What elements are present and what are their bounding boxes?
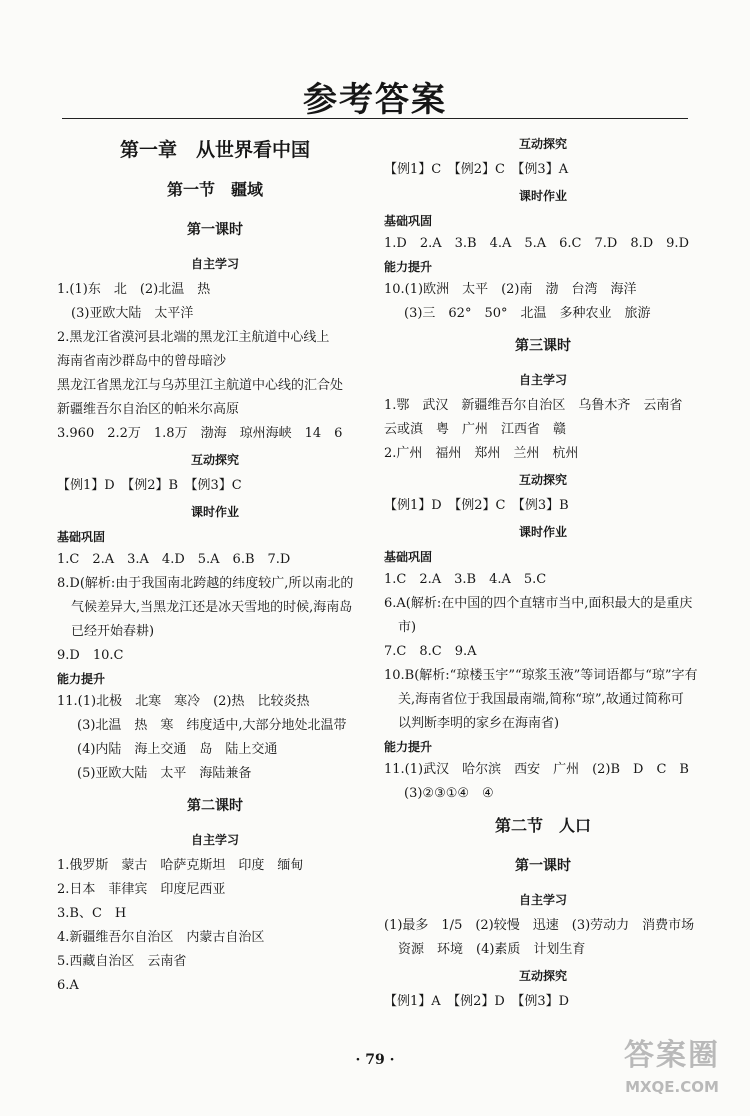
left-column xyxy=(57,130,373,998)
answer-line: (4)内陆 海上交通 岛 陆上交通 xyxy=(77,742,278,757)
page-title: 参考答案 xyxy=(303,80,447,120)
category-label: 能力提升 xyxy=(384,740,433,754)
answer-line: (5)亚欧大陆 太平 海陆兼备 xyxy=(77,766,252,781)
answer-line: 11.(1)武汉 哈尔滨 西安 广州 (2)B D C B xyxy=(384,762,689,777)
answer-line: 资源 环境 (4)素质 计划生育 xyxy=(398,942,586,957)
answer-line: 【例1】D 【例2】B 【例3】C xyxy=(57,478,242,493)
answer-line: 关,海南省位于我国最南端,简称“琼”,故通过简称可 xyxy=(398,692,684,707)
answer-line: 1.C 2.A 3.B 4.A 5.C xyxy=(384,572,547,587)
right-column xyxy=(384,130,702,1014)
watermark xyxy=(602,1036,742,1110)
title-divider xyxy=(62,118,688,119)
subsection-heading: 自主学习 xyxy=(190,257,239,271)
subsection-heading: 课时作业 xyxy=(190,505,239,519)
answer-line: 1.C 2.A 3.A 4.D 5.A 6.B 7.D xyxy=(57,552,291,567)
answer-line: 2.广州 福州 郑州 兰州 杭州 xyxy=(384,446,579,461)
answer-line: 以判断李明的家乡在海南省) xyxy=(398,716,560,731)
subsection-heading: 自主学习 xyxy=(518,893,567,907)
answer-line: 云或滇 粤 广州 江西省 赣 xyxy=(384,422,567,437)
watermark-logo: 答案圈 xyxy=(624,1038,720,1073)
answer-line: (3)亚欧大陆 太平洋 xyxy=(71,306,194,321)
category-label: 能力提升 xyxy=(384,260,433,274)
answer-line: 新疆维吾尔自治区的帕米尔高原 xyxy=(57,402,240,417)
subsection-heading: 互动探究 xyxy=(190,453,239,467)
subsection-heading: 互动探究 xyxy=(518,137,567,151)
answer-line: 1.鄂 武汉 新疆维吾尔自治区 乌鲁木齐 云南省 xyxy=(384,398,683,413)
lesson-heading: 第一课时 xyxy=(187,222,243,238)
answer-line: 6.A xyxy=(57,978,79,993)
category-label: 基础巩固 xyxy=(384,550,433,564)
answer-line: 黑龙江省黑龙江与乌苏里江主航道中心线的汇合处 xyxy=(57,378,344,393)
subsection-heading: 互动探究 xyxy=(518,969,567,983)
answer-line: 【例1】C 【例2】C 【例3】A xyxy=(384,162,569,177)
answer-line: 市) xyxy=(398,620,417,635)
subsection-heading: 课时作业 xyxy=(518,189,567,203)
lesson-heading: 第三课时 xyxy=(515,338,571,354)
answer-line: (3)②③①④ ④ xyxy=(404,786,494,801)
answer-line: (1)最多 1/5 (2)较慢 迅速 (3)劳动力 消费市场 xyxy=(384,918,695,933)
answer-line: 2.黑龙江省漠河县北端的黑龙江主航道中心线上 xyxy=(57,330,330,345)
answer-line: 3.B、C H xyxy=(57,906,127,921)
section-heading: 第一节 疆域 xyxy=(166,180,263,199)
answer-line: 3.960 2.2万 1.8万 渤海 琼州海峡 14 6 xyxy=(57,426,343,441)
lesson-heading: 第二课时 xyxy=(187,798,243,814)
subsection-heading: 自主学习 xyxy=(190,833,239,847)
chapter-heading: 第一章 从世界看中国 xyxy=(119,139,310,161)
category-label: 基础巩固 xyxy=(384,214,433,228)
answer-line: 6.A(解析:在中国的四个直辖市当中,面积最大的是重庆 xyxy=(384,596,693,611)
answer-line: 11.(1)北极 北寒 寒冷 (2)热 比较炎热 xyxy=(57,694,310,709)
answer-line: 海南省南沙群岛中的曾母暗沙 xyxy=(57,354,227,369)
answer-line: 气候差异大,当黑龙江还是冰天雪地的时候,海南岛 xyxy=(71,600,353,615)
subsection-heading: 自主学习 xyxy=(518,373,567,387)
answer-line: 5.西藏自治区 云南省 xyxy=(57,954,187,969)
subsection-heading: 互动探究 xyxy=(518,473,567,487)
answer-line: 10.(1)欧洲 太平 (2)南 渤 台湾 海洋 xyxy=(384,282,637,297)
answer-line: 1.(1)东 北 (2)北温 热 xyxy=(57,282,211,297)
answer-line: 10.B(解析:“琼楼玉宇”“琼浆玉液”等词语都与“琼”字有 xyxy=(384,668,698,683)
answer-line: 已经开始春耕) xyxy=(71,624,155,639)
answer-line: 【例1】D 【例2】C 【例3】B xyxy=(384,498,569,513)
answer-line: 8.D(解析:由于我国南北跨越的纬度较广,所以南北的 xyxy=(57,576,354,591)
answer-line: (3)北温 热 寒 纬度适中,大部分地处北温带 xyxy=(77,718,347,733)
answer-line: 1.D 2.A 3.B 4.A 5.A 6.C 7.D 8.D 9.D xyxy=(384,236,689,251)
answer-line: 2.日本 菲律宾 印度尼西亚 xyxy=(57,882,226,897)
page-number: · 79 · xyxy=(355,1052,395,1068)
answer-line: (3)三 62° 50° 北温 多种农业 旅游 xyxy=(404,306,651,321)
category-label: 能力提升 xyxy=(57,672,106,686)
lesson-heading: 第一课时 xyxy=(515,858,571,874)
answer-line: 【例1】A 【例2】D 【例3】D xyxy=(384,994,570,1009)
watermark-url: MXQE.COM xyxy=(625,1078,719,1096)
section-heading: 第二节 人口 xyxy=(494,816,591,835)
category-label: 基础巩固 xyxy=(57,530,106,544)
answer-line: 9.D 10.C xyxy=(57,648,124,663)
answer-line: 1.俄罗斯 蒙古 哈萨克斯坦 印度 缅甸 xyxy=(57,858,304,873)
answer-line: 4.新疆维吾尔自治区 内蒙古自治区 xyxy=(57,930,265,945)
subsection-heading: 课时作业 xyxy=(518,525,567,539)
answer-line: 7.C 8.C 9.A xyxy=(384,644,477,659)
